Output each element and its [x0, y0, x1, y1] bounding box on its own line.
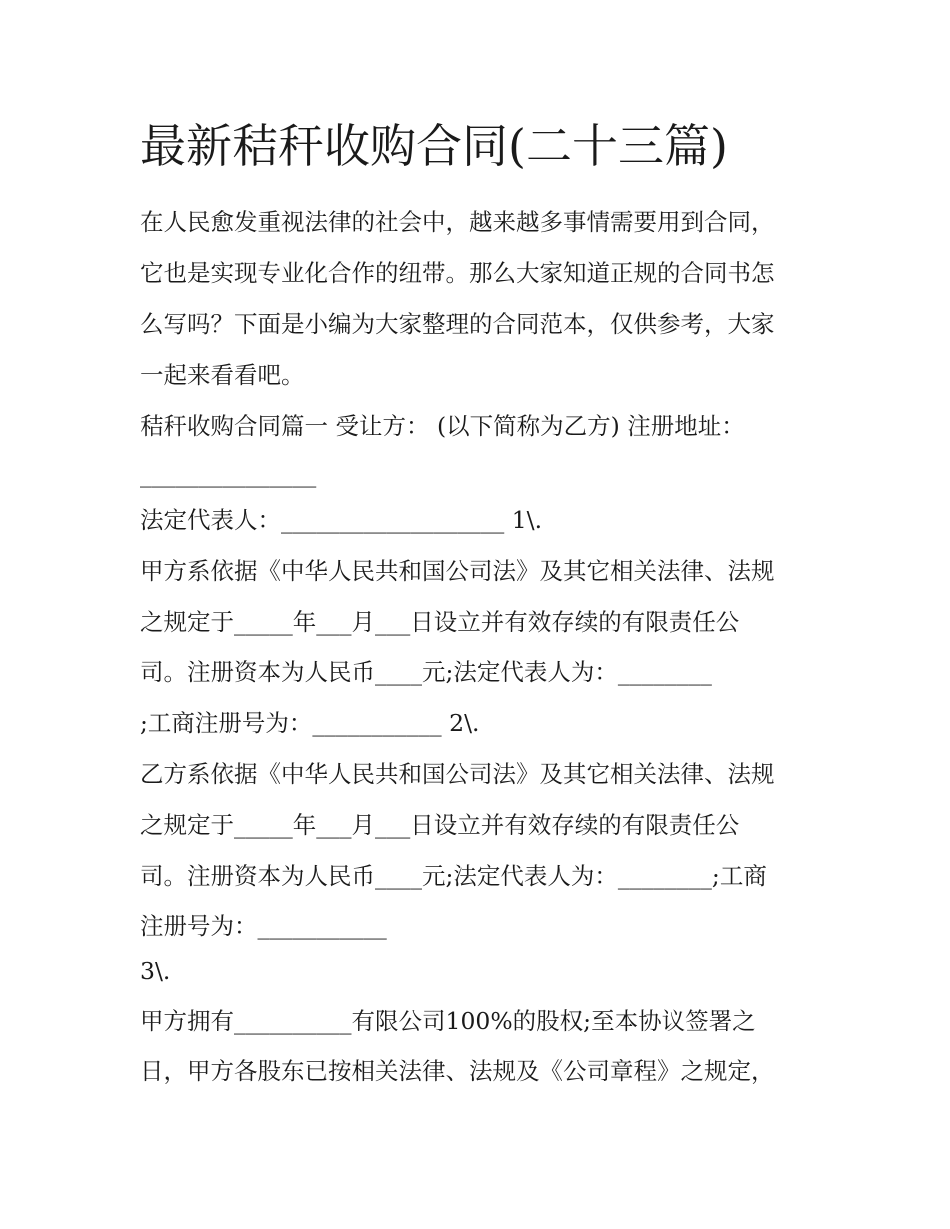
paragraph-line-15: 注册号为：___________	[140, 912, 387, 940]
paragraph-line-17: 甲方拥有__________有限公司100%的股权;至本协议签署之	[140, 1007, 756, 1035]
paragraph-line-1: 在人民愈发重视法律的社会中，越来越多事情需要用到合同，	[140, 208, 775, 236]
paragraph-line-12: 乙方系依据《中华人民共和国公司法》及其它相关法律、法规	[140, 760, 775, 788]
paragraph-line-8: 甲方系依据《中华人民共和国公司法》及其它相关法律、法规	[140, 557, 775, 585]
paragraph-line-3: 么写吗？下面是小编为大家整理的合同范本，仅供参考，大家	[140, 310, 775, 338]
paragraph-line-14: 司。注册资本为人民币____元;法定代表人为：________;工商	[140, 862, 767, 890]
paragraph-line-7: 法定代表人：___________________ 1\.	[140, 506, 543, 534]
paragraph-line-2: 它也是实现专业化合作的纽带。那么大家知道正规的合同书怎	[140, 259, 775, 287]
paragraph-line-9: 之规定于_____年___月___日设立并有效存续的有限责任公	[140, 608, 740, 636]
paragraph-line-4: 一起来看看吧。	[140, 361, 305, 389]
paragraph-line-13: 之规定于_____年___月___日设立并有效存续的有限责任公	[140, 811, 740, 839]
paragraph-line-18: 日，甲方各股东已按相关法律、法规及《公司章程》之规定，	[140, 1057, 775, 1085]
paragraph-line-10: 司。注册资本为人民币____元;法定代表人为：________	[140, 658, 712, 686]
document-title: 最新秸秆收购合同(二十三篇)	[140, 119, 728, 173]
paragraph-line-6: _______________	[140, 460, 317, 488]
paragraph-line-5: 秸秆收购合同篇一 受让方： (以下简称为乙方) 注册地址：	[140, 412, 745, 440]
paragraph-line-11: ;工商注册号为：___________ 2\.	[140, 709, 480, 737]
paragraph-line-16: 3\.	[140, 957, 171, 985]
